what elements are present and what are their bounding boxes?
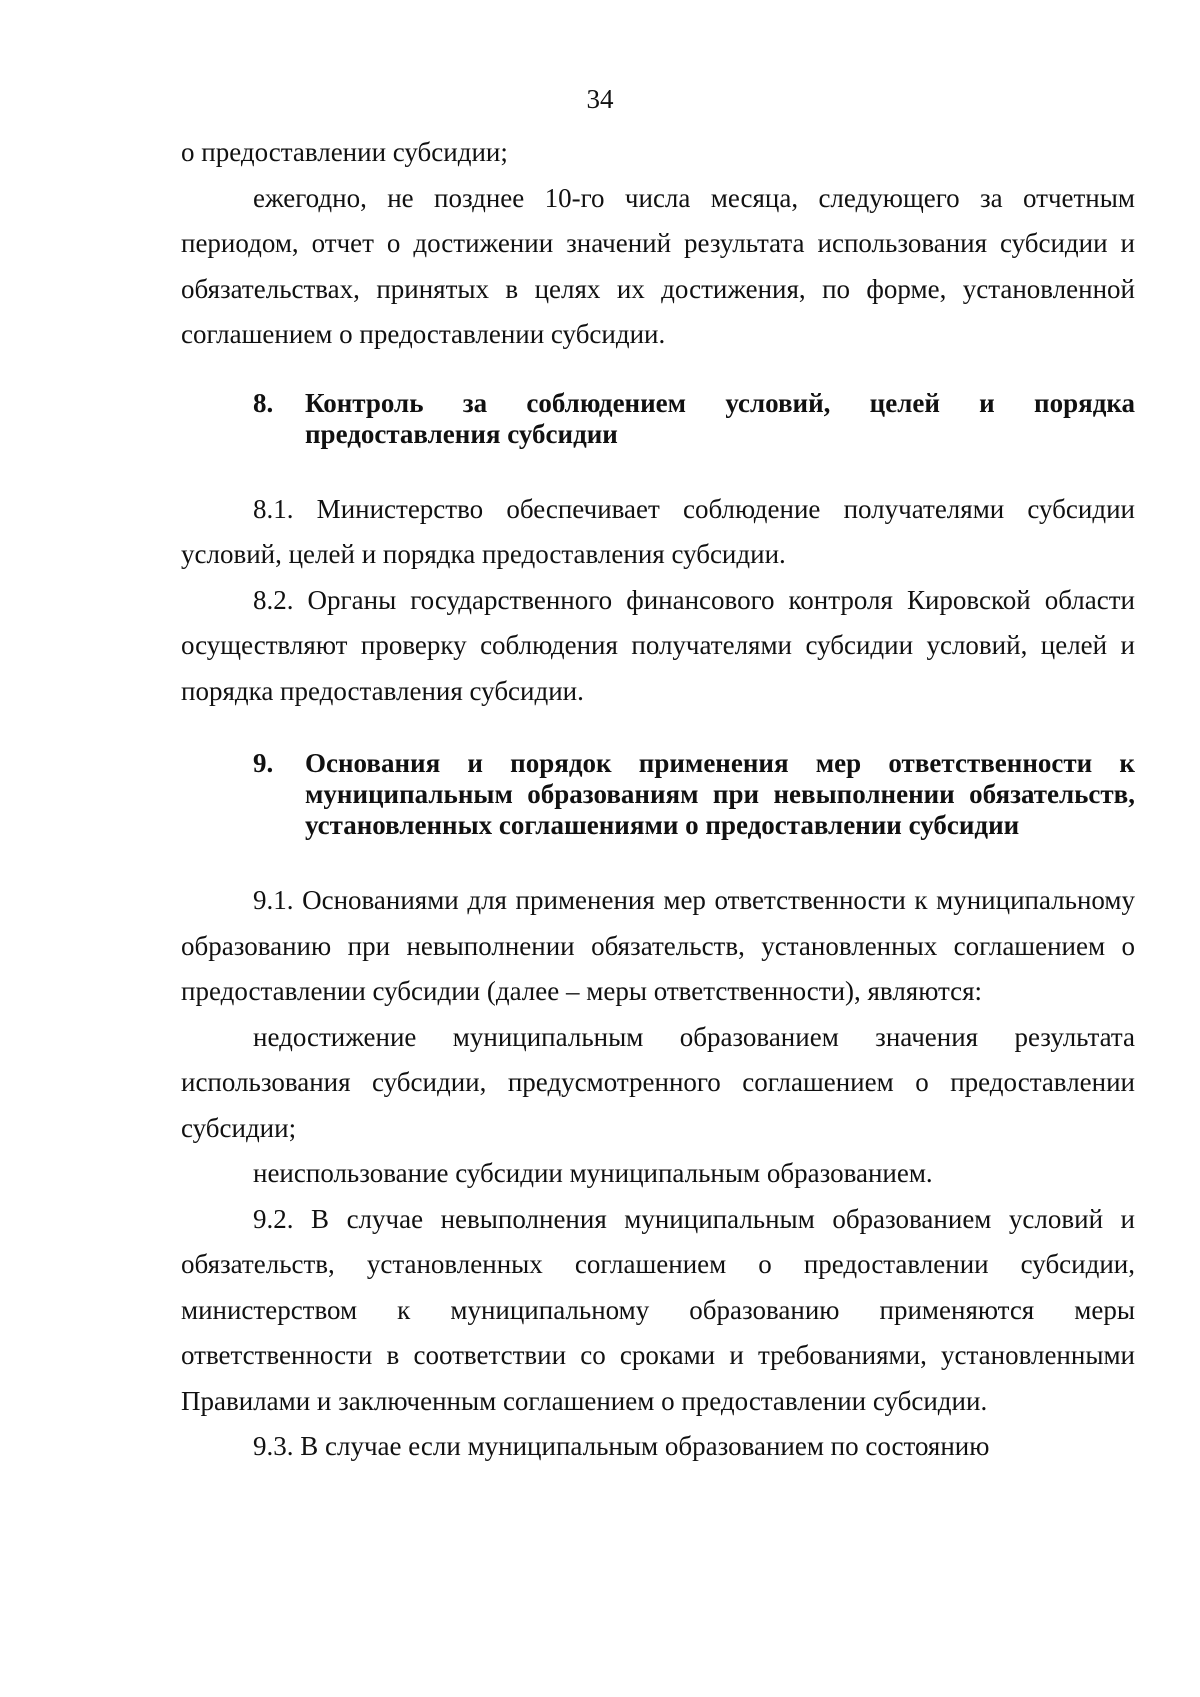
paragraph: 8.1. Министерство обеспечивает соблюдение получателями субсидии условий, целей и порядка предоставления субсидии. [181,493,1135,569]
page-number: 34 [586,84,614,114]
section-number: 9. [253,748,274,778]
paragraph: 9.3. В случае если муниципальным образованием по состоянию [253,1431,990,1461]
section-title: Основания и порядок применения мер ответственности к муниципальным образованиям при невыполнении обязательств, установленных соглашениями о предоставлении субсидии [305,748,1135,840]
paragraph: ежегодно, не позднее 10-го числа месяца, следующего за отчетным периодом, отчет о достижении значений результата использования субсидии и обязательствах, принятых в целях их достижения, по форме, установленной соглашением о предоставлении субсидии. [181,182,1135,349]
paragraph: 8.2. Органы государственного финансового контроля Кировской области осуществляют проверку соблюдения получателями субсидии условий, целей и порядка предоставления субсидии. [181,584,1135,706]
paragraph: неиспользование субсидии муниципальным образованием. [253,1158,933,1188]
paragraph: 9.2. В случае невыполнения муниципальным образованием условий и обязательств, установленных соглашением о предоставлении субсидии, министерством к муниципальному образованию применяются меры ответственности в соответствии со сроками и требованиями, установленными Правилами и заключенным соглашением о предоставлении субсидии. [181,1203,1135,1416]
section-heading-9 [181,748,1135,841]
section-heading-8 [181,388,1135,450]
section-title: Контроль за соблюдением условий, целей и порядка предоставления субсидии [305,387,1135,449]
paragraph: недостижение муниципальным образованием значения результата использования субсидии, предусмотренного соглашением о предоставлении субсидии; [181,1021,1135,1143]
document-body [181,130,1135,1470]
section-number: 8. [253,387,274,418]
paragraph: о предоставлении субсидии; [181,137,508,167]
paragraph: 9.1. Основаниями для применения мер ответственности к муниципальному образованию при невыполнении обязательств, установленных соглашением о предоставлении субсидии (далее – меры ответственности), являются: [181,885,1135,1006]
